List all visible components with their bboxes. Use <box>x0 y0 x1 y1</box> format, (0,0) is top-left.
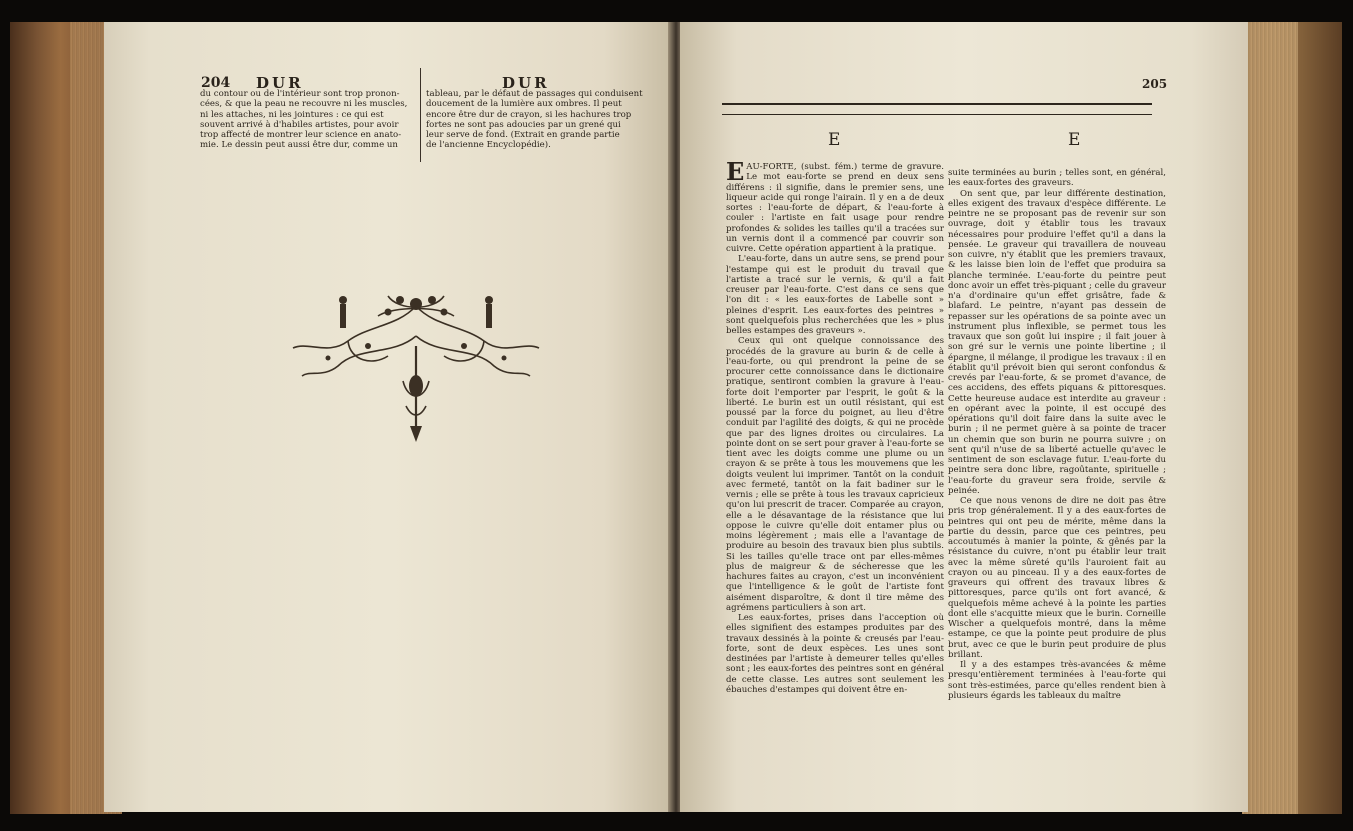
text-column-right <box>426 89 646 151</box>
text-column-left <box>726 157 944 695</box>
section-letter-right: E <box>1068 130 1081 150</box>
text-line: leur serve de fond. (Extrait en grande partie <box>426 130 620 140</box>
section-letter-left: E <box>828 130 841 150</box>
page-number: 204 <box>201 75 231 91</box>
cul-de-lampe-ornament <box>288 286 544 442</box>
text-line: fortes ne sont pas adoucies par un grené qui <box>426 119 621 130</box>
paragraph: Les eaux-fortes, prises dans l'acception où elles signifient des estampes produites par des travaux dessinés à la pointe & creusés par l'eau-forte, sont de deux espèces. Les unes sont destinées par l'artiste à demeurer telles qu'elles sont ; les eaux-fortes des peintres sont en général de cette classe. Les autres sont seulement les ébauches d'estampes qui doivent être en- <box>726 613 944 695</box>
text-column-left <box>200 89 418 151</box>
page-number: 205 <box>1142 77 1168 91</box>
paragraph: AU-FORTE, (subst. fém.) terme de gravure. Le mot eau-forte se prend en deux sens différens : il signifie, dans le premier sens, une liqueur acide qui ronge l'airain. Il y en a de deux sortes : l'eau-forte de départ, & l'eau-forte à couler : l'artiste en fait usage pour rendre profondes & solides les tailles qu'il a tracées sur un vernis dont il a commencé par couvrir son cuivre. Cette opération appartient à la pratique. <box>726 162 944 254</box>
text-line: de l'ancienne Encyclopédie). <box>426 140 551 151</box>
paragraph: L'eau-forte, dans un autre sens, se prend pour l'estampe qui est le produit du travail que l'artiste a tracé sur le vernis, & qu'il a fait creuser par l'eau-forte. C'est dans ce sens que l'on dit : « les eaux-fortes de Labelle sont » pleines d'esprit. Les eaux-fortes des peintres » sont quelquefois plus recherchées que les » plus belles estampes des graveurs ». <box>726 254 944 336</box>
paragraph: On sent que, par leur différente destination, elles exigent des travaux d'espèce différente. Le peintre ne se proposant pas de revenir sur son ouvrage, doit y établir tous les travaux nécessaires pour produire l'effet qu'il a dans la pensée. Le graveur qui travaillera de nouveau son cuivre, n'y établit que les premiers travaux, & les laisse bien loin de l'effet que produira sa planche terminée. L'eau-forte du peintre peut donc avoir un effet très-piquant ; celle du graveur n'a d'ordinaire qu'un effet grisâtre, fade & blafard. Le peintre, n'ayant pas dessein de repasser sur les opérations de sa pointe avec un instrument plus inflexible, se permet tous les travaux que son goût lui inspire ; il fait jouer à son gré sur le vernis une pointe libertine ; il épargne, il mélange, il prodigue les travaux : il en établit qu'il prévoit bien qui seront confondus & crevés par l'eau-forte, & se promet d'avance, de ces accidens, des effets piquans & pittoresques. Cette heureuse audace est interdite au graveur : en opérant avec la pointe, il est occupé des opérations qu'il doit faire dans la suite avec le burin ; il ne permet guère à sa pointe de tracer un chemin que son burin ne pourra suivre ; on sent qu'il n'use de sa liberté actuelle qu'avec le sentiment de son esclavage futur. L'eau-forte du peintre sera donc libre, ragoûtante, spirituelle ; l'eau-forte du graveur sera froide, servile & peinée. <box>948 188 1166 496</box>
text-column-right <box>948 168 1166 701</box>
text-line: encore être dur de crayon, si les hachures trop <box>426 109 632 120</box>
column-rule <box>420 68 421 162</box>
text-line: cées, & que la peau ne recouvre ni les muscles, <box>200 99 408 110</box>
paragraph: suite terminées au burin ; telles sont, en général, les eaux-fortes des graveurs. <box>948 168 1166 189</box>
running-head-left: DUR <box>256 74 304 92</box>
running-head-right: DUR <box>502 74 550 92</box>
text-line: tableau, par le défaut de passages qui conduisent <box>426 89 643 99</box>
paragraph: Ceux qui ont quelque connoissance des procédés de la gravure au burin & de celle à l'eau-forte, ou qui prendront la peine de se procurer cette connoissance dans le dictionaire pratique, sentiront combien la gravure à l'eau-forte doit l'emporter par l'esprit, le goût & la liberté. Le burin est un outil résistant, qui est poussé par la force du poignet, au lieu d'être conduit par l'agilité des doigts, & qui ne procède que par des lignes droites ou circulaires. La pointe dont on se sert pour graver à l'eau-forte se tient avec les doigts comme une plume ou un crayon & se prête à tous les mouvemens que les doigts veulent lui imprimer. Tantôt on la conduit avec fermeté, tantôt on la fait badiner sur le vernis ; elle se prête à tous les travaux capricieux qu'on lui prescrit de tracer. Comparée au crayon, elle a le désavantage de la résistance que lui oppose le cuivre qu'elle doit entamer plus ou moins légèrement ; mais elle a l'avantage de produire au besoin des travaux bien plus subtils. Si les tailles qu'elle trace ont par elles-mêmes plus de maigreur & de sécheresse que les hachures faites au crayon, c'est un inconvénient que l'intelligence & le goût de l'artiste font aisément disparoître, & dont il tire même des agrémens particuliers à son art. <box>726 336 944 613</box>
right-page <box>680 22 1248 812</box>
text-line: mie. Le dessin peut aussi être dur, comme un <box>200 140 398 151</box>
text-line: ni les attaches, ni les jointures : ce qui est <box>200 109 384 120</box>
text-line: trop affecté de montrer leur science en anato- <box>200 130 402 140</box>
text-line: souvent arrivé à d'habiles artistes, pour avoir <box>200 119 399 130</box>
drop-cap: E <box>726 157 745 186</box>
page-edges-right <box>1242 22 1298 814</box>
paragraph: Ce que nous venons de dire ne doit pas être pris trop généralement. Il y a des eaux-fortes de peintres qui ont peu de mérite, même dans la partie du dessin, parce que ces peintres, peu accoutumés à manier la pointe, & gênés par la résistance du cuivre, n'ont pu établir leur trait avec la même sûreté qu'ils l'auroient fait au crayon ou au pinceau. Il y a des eaux-fortes de graveurs qui offrent des travaux libres & pittoresques, parce qu'ils ont fort avancé, & quelquefois même achevé à la pointe les parties dont elle s'acquitte mieux que le burin. Corneille Wischer a quelquefois montré, dans la même estampe, ce que la pointe peut produire de plus brut, avec ce que le burin peut produire de plus brillant. <box>948 496 1166 660</box>
paragraph: Il y a des estampes très-avancées & même presqu'entièrement terminées à l'eau-forte qui sont très-estimées, parce qu'elles rendent bien à plusieurs égards les tableaux du maître <box>948 660 1166 701</box>
double-rule <box>722 103 1152 115</box>
text-line: du contour ou de l'intérieur sont trop pronon- <box>200 89 400 99</box>
text-line: doucement de la lumière aux ombres. Il peut <box>426 99 622 110</box>
